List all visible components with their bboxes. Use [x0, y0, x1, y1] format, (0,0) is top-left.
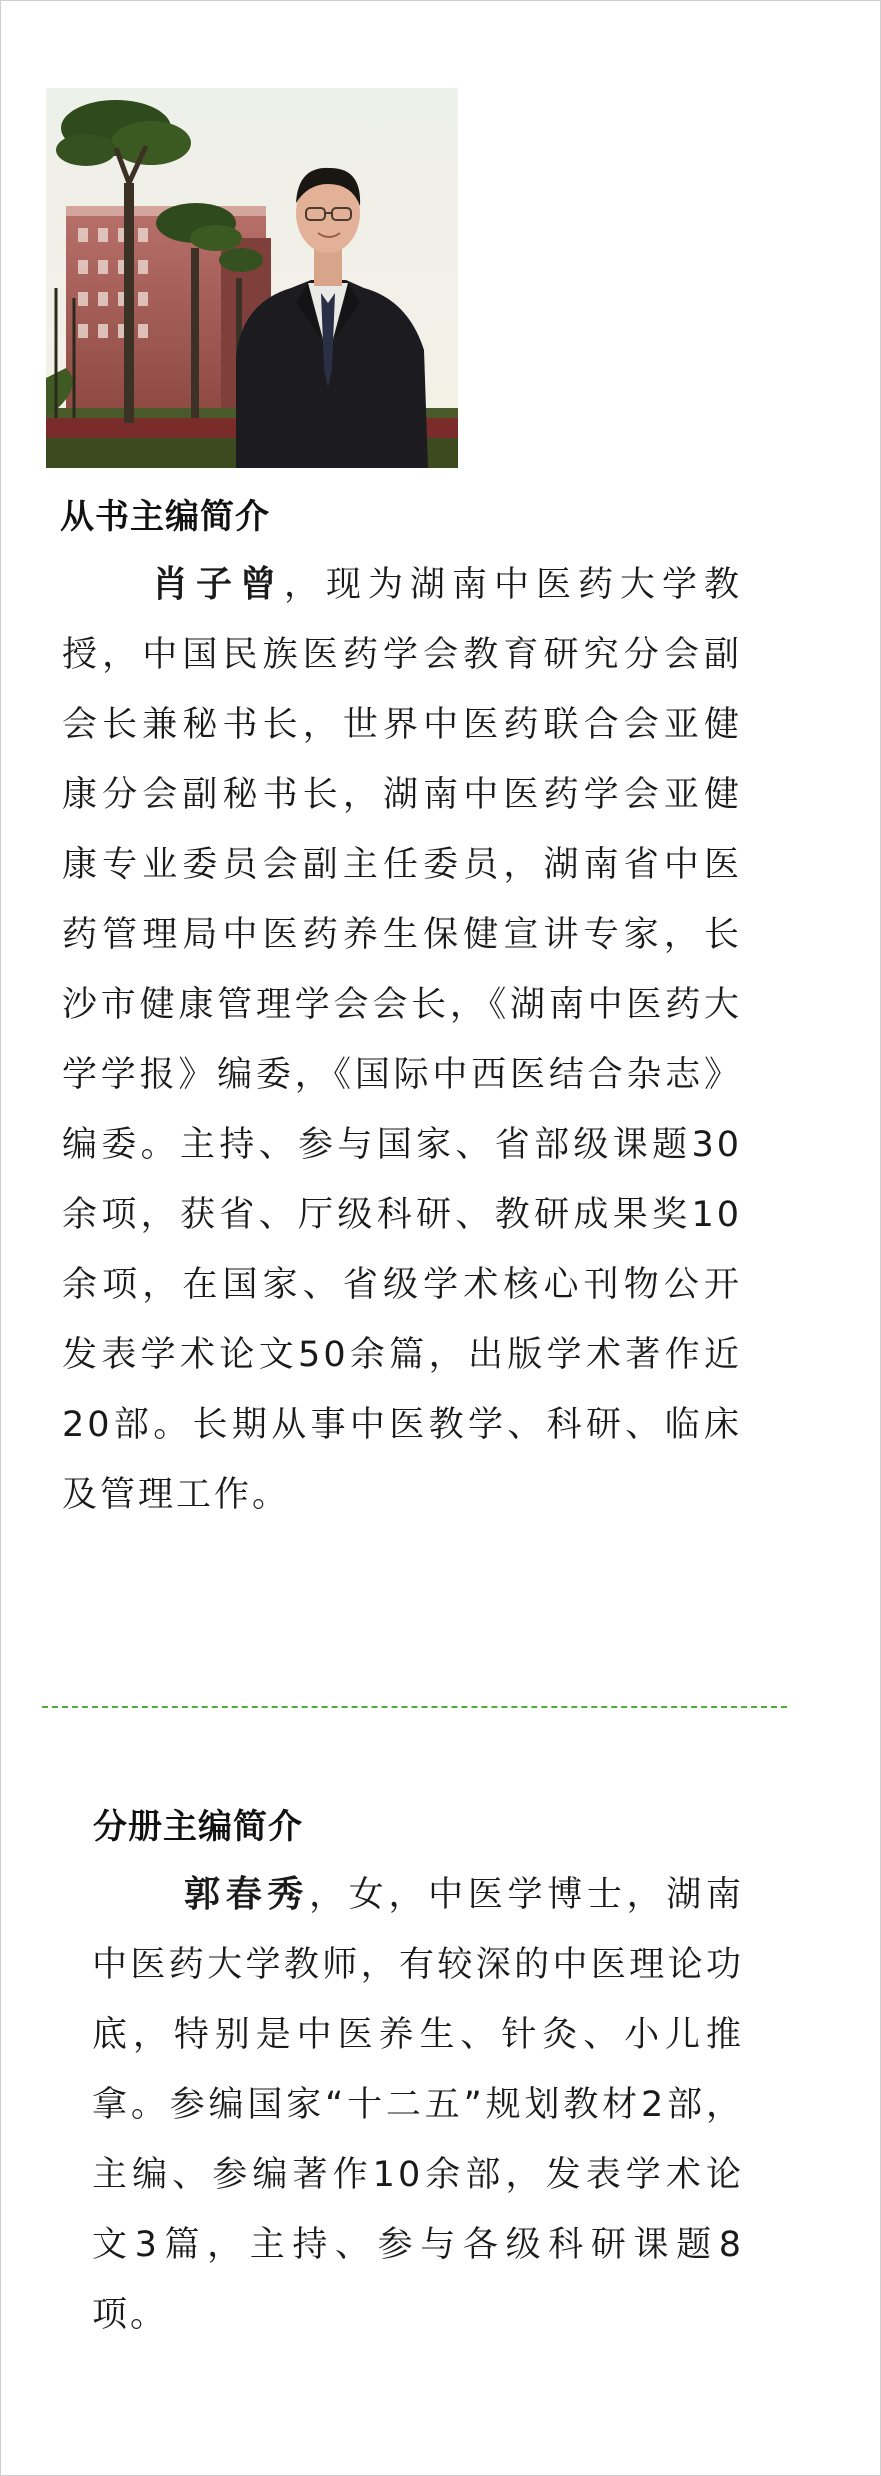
- series-editor-bio: [62, 550, 742, 1530]
- author-photo: [46, 88, 458, 468]
- volume-editor-bio: [92, 1860, 744, 2350]
- series-editor-name: 肖子曾: [152, 564, 284, 605]
- volume-editor-heading: 分册主编简介: [93, 1807, 303, 1847]
- volume-editor-name: 郭春秀: [184, 1874, 310, 1915]
- volume-editor-bio-text: ，女，中医学博士，湖南中医药大学教师，有较深的中医理论功底，特别是中医养生、针灸、小儿推拿。参编国家“十二五”规划教材2部，主编、参编著作10余部，发表学术论文3篇，主持、参与各级科研课题8项。: [92, 1875, 744, 2335]
- section-divider: [42, 1706, 787, 1708]
- series-editor-bio-text: ，现为湖南中医药大学教授，中国民族医药学会教育研究分会副会长兼秘书长，世界中医药联合会亚健康分会副秘书长，湖南中医药学会亚健康专业委员会副主任委员，湖南省中医药管理局中医药养生保健宣讲专家，长沙市健康管理学会会长，《湖南中医药大学学报》编委，《国际中西医结合杂志》编委。主持、参与国家、省部级课题30余项，获省、厅级科研、教研成果奖10余项，在国家、省级学术核心刊物公开发表学术论文50余篇，出版学术著作近20部。长期从事中医教学、科研、临床及管理工作。: [62, 565, 742, 1515]
- series-editor-heading: 从书主编简介: [60, 497, 270, 537]
